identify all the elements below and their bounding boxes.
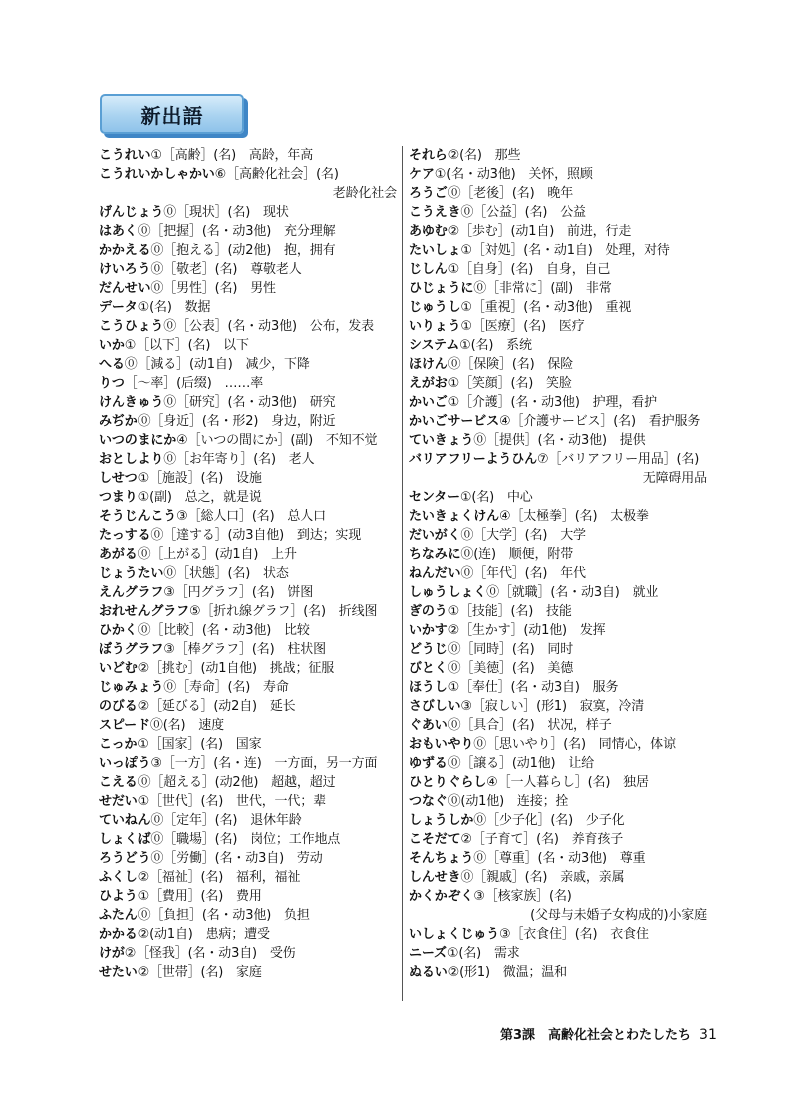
vocab-entry bbox=[99, 792, 397, 811]
vocab-definition: ⓪［把握］(名・动3他) 充分理解 bbox=[137, 224, 336, 239]
vocab-definition: ①［奉仕］(名・动3自) 服务 bbox=[447, 680, 619, 695]
vocab-entry bbox=[99, 621, 397, 640]
page-footer bbox=[500, 1024, 717, 1043]
vocab-reading: ていねん bbox=[99, 813, 151, 828]
vocab-definition: ①［高齢］(名) 高龄，年高 bbox=[150, 148, 314, 163]
vocab-reading: しょうしか bbox=[409, 813, 474, 828]
vocab-reading: おとしより bbox=[99, 452, 164, 467]
vocab-entry bbox=[99, 317, 397, 336]
vocab-reading: かくかぞく bbox=[409, 889, 474, 904]
vocab-definition: ③［棒グラフ］(名) 柱状图 bbox=[163, 642, 326, 657]
vocab-definition: ②［世帯］(名) 家庭 bbox=[137, 965, 262, 980]
vocab-entry bbox=[409, 469, 707, 488]
vocab-reading: システム bbox=[409, 338, 460, 353]
vocab-definition: 老龄化社会 bbox=[332, 186, 397, 201]
vocab-definition: ⓪［比較］(名・动3他) 比较 bbox=[137, 623, 310, 638]
vocab-entry bbox=[99, 602, 397, 621]
vocab-reading: こそだて bbox=[409, 832, 461, 847]
vocab-reading: ひかく bbox=[99, 623, 138, 638]
vocab-definition: ②［延びる］(动2自) 延长 bbox=[137, 699, 296, 714]
vocab-entry bbox=[409, 488, 707, 507]
vocab-definition: ①［笑顔］(名) 笑脸 bbox=[447, 376, 572, 391]
vocab-definition: ⓪［減る］(动1自) 减少，下降 bbox=[124, 357, 310, 372]
vocab-entry bbox=[99, 526, 397, 545]
vocab-definition: ⓪［美徳］(名) 美德 bbox=[447, 661, 574, 676]
vocab-entry bbox=[409, 241, 707, 260]
vocab-definition: ⓪［職場］(名) 岗位；工作地点 bbox=[150, 832, 341, 847]
vocab-reading: せだい bbox=[99, 794, 138, 809]
vocab-entry bbox=[99, 697, 397, 716]
vocab-entry bbox=[409, 678, 707, 697]
vocab-entry bbox=[409, 412, 707, 431]
vocab-entry bbox=[409, 697, 707, 716]
vocab-reading: けんきゅう bbox=[99, 395, 164, 410]
vocab-entry bbox=[409, 165, 707, 184]
vocab-definition: ①(名) 系统 bbox=[459, 338, 532, 353]
vocab-definition: 无障碍用品 bbox=[642, 471, 707, 486]
vocab-entry bbox=[409, 830, 707, 849]
vocab-reading: せたい bbox=[99, 965, 138, 980]
vocab-definition: ①(副) 总之，就是说 bbox=[137, 490, 262, 505]
vocab-definition: ①(名) 需求 bbox=[446, 946, 520, 961]
vocab-definition: ⓪［就職］(名・动3自) 就业 bbox=[486, 585, 659, 600]
vocab-reading: こうえき bbox=[409, 205, 461, 220]
vocab-definition: ③［円グラフ］(名) 饼图 bbox=[163, 585, 314, 600]
vocab-entry bbox=[99, 469, 397, 488]
vocab-definition: ⓪［定年］(名) 退休年龄 bbox=[150, 813, 302, 828]
vocab-definition: ⓪［年代］(名) 年代 bbox=[460, 566, 586, 581]
vocab-reading: いどむ bbox=[99, 661, 138, 676]
vocab-entry bbox=[409, 773, 707, 792]
vocab-reading: りつ bbox=[99, 376, 125, 391]
vocab-entry bbox=[409, 621, 707, 640]
vocab-column-right bbox=[409, 146, 707, 982]
vocab-definition: ⓪［非常に］(副) 非常 bbox=[473, 281, 612, 296]
vocab-definition: ②(名) 那些 bbox=[447, 148, 521, 163]
vocab-reading: スピード bbox=[99, 718, 150, 733]
vocab-entry bbox=[409, 450, 707, 469]
vocab-entry bbox=[99, 336, 397, 355]
vocab-reading: いしょくじゅう bbox=[409, 927, 499, 942]
vocab-entry bbox=[409, 279, 707, 298]
vocab-definition: ⓪［提供］(名・动3他) 提供 bbox=[473, 433, 646, 448]
vocab-entry bbox=[99, 830, 397, 849]
vocab-definition: ⓪［具合］(名) 状况，样子 bbox=[447, 718, 612, 733]
vocab-reading: えんグラフ bbox=[99, 585, 164, 600]
vocab-reading: ていきょう bbox=[409, 433, 474, 448]
vocab-entry bbox=[409, 526, 707, 545]
vocab-definition: ①［医療］(名) 医疗 bbox=[460, 319, 585, 334]
vocab-reading: おれせんグラフ bbox=[99, 604, 189, 619]
vocab-reading: ぬるい bbox=[409, 965, 448, 980]
vocab-definition: ⓪(动1他) 连接；拴 bbox=[447, 794, 569, 809]
vocab-definition: ⓪［同時］(名) 同时 bbox=[447, 642, 574, 657]
vocab-definition: ⓪［譲る］(动1他) 让给 bbox=[447, 756, 595, 771]
vocab-definition: ①(名) 中心 bbox=[459, 490, 533, 505]
vocab-entry bbox=[409, 659, 707, 678]
vocab-entry bbox=[99, 279, 397, 298]
vocab-entry bbox=[409, 222, 707, 241]
vocab-definition: ⑤［折れ線グラフ］(名) 折线图 bbox=[188, 604, 378, 619]
vocab-definition: ⓪［公表］(名・动3他) 公布，发表 bbox=[163, 319, 374, 334]
vocab-definition: ①(名・动3他) 关怀，照顾 bbox=[434, 167, 593, 182]
vocab-reading: えがお bbox=[409, 376, 448, 391]
vocab-definition: ⓪［男性］(名) 男性 bbox=[150, 281, 276, 296]
vocab-reading: だんせい bbox=[99, 281, 151, 296]
vocab-entry bbox=[409, 944, 707, 963]
vocab-entry bbox=[99, 735, 397, 754]
vocab-definition: ⓪［状態］(名) 状态 bbox=[163, 566, 289, 581]
vocab-entry bbox=[99, 222, 397, 241]
vocab-entry bbox=[99, 583, 397, 602]
vocab-reading: ひよう bbox=[99, 889, 138, 904]
vocab-entry bbox=[409, 298, 707, 317]
vocab-reading: ろうご bbox=[409, 186, 448, 201]
vocab-definition: ⑥［高齢化社会］(名) bbox=[214, 167, 339, 182]
vocab-entry bbox=[99, 659, 397, 678]
vocab-definition: ④［いつの間にか］(副) 不知不觉 bbox=[176, 433, 378, 448]
vocab-reading: いかす bbox=[409, 623, 448, 638]
vocab-reading: みぢか bbox=[99, 414, 138, 429]
vocab-reading: だいがく bbox=[409, 528, 461, 543]
vocab-definition: ③［一方］(名・连) 一方面，另一方面 bbox=[150, 756, 378, 771]
vocab-reading: こうひょう bbox=[99, 319, 164, 334]
vocab-entry bbox=[409, 545, 707, 564]
vocab-reading: じゅうし bbox=[409, 300, 461, 315]
vocab-reading: しょくば bbox=[99, 832, 151, 847]
vocab-reading: たいきょくけん bbox=[409, 509, 499, 524]
vocab-entry bbox=[409, 887, 707, 906]
vocab-reading: けが bbox=[99, 946, 125, 961]
vocab-entry bbox=[99, 564, 397, 583]
vocab-definition: ②［怪我］(名・动3自) 受伤 bbox=[124, 946, 296, 961]
vocab-entry bbox=[99, 868, 397, 887]
vocab-reading: ニーズ bbox=[409, 946, 447, 961]
vocab-definition: ④［介護サービス］(名) 看护服务 bbox=[498, 414, 701, 429]
vocab-definition: ③［寂しい］(形1) 寂寞，冷清 bbox=[460, 699, 645, 714]
vocab-definition: ④［一人暮らし］(名) 独居 bbox=[486, 775, 649, 790]
vocab-entry bbox=[409, 792, 707, 811]
vocab-definition: ①［介護］(名・动3他) 护理，看护 bbox=[447, 395, 657, 410]
vocab-entry bbox=[409, 583, 707, 602]
vocab-definition: ③［衣食住］(名) 衣食住 bbox=[498, 927, 649, 942]
lesson-title: 第3課 高齢化社会とわたしたち bbox=[500, 1028, 692, 1043]
vocab-definition: ①［国家］(名) 国家 bbox=[137, 737, 262, 752]
vocab-reading: しゅうしょく bbox=[409, 585, 487, 600]
vocab-entry bbox=[99, 887, 397, 906]
vocab-reading: かいごサービス bbox=[409, 414, 499, 429]
vocab-entry bbox=[409, 355, 707, 374]
column-divider bbox=[402, 146, 403, 1001]
vocab-reading: こえる bbox=[99, 775, 138, 790]
vocab-reading: いりょう bbox=[409, 319, 461, 334]
vocab-reading: ぐあい bbox=[409, 718, 448, 733]
vocab-definition: ⓪［負担］(名・动3他) 负担 bbox=[137, 908, 310, 923]
vocab-reading: データ bbox=[99, 300, 138, 315]
vocab-reading: バリアフリーようひん bbox=[409, 452, 537, 467]
vocab-definition: (父母与未婚子女构成的)小家庭 bbox=[530, 908, 707, 923]
vocab-reading: ふたん bbox=[99, 908, 138, 923]
vocab-entry bbox=[409, 716, 707, 735]
vocab-definition: ①(名) 数据 bbox=[137, 300, 211, 315]
vocab-definition: ⓪［研究］(名・动3他) 研究 bbox=[163, 395, 336, 410]
vocab-definition: ⓪［大学］(名) 大学 bbox=[460, 528, 586, 543]
vocab-definition: ⓪［公益］(名) 公益 bbox=[460, 205, 586, 220]
vocab-definition: ⓪［親戚］(名) 亲戚，亲属 bbox=[460, 870, 625, 885]
vocab-reading: こっか bbox=[99, 737, 138, 752]
vocab-definition: ①［費用］(名) 费用 bbox=[137, 889, 262, 904]
vocab-definition: ⓪［思いやり］(名) 同情心，体谅 bbox=[473, 737, 676, 752]
vocab-entry bbox=[99, 963, 397, 982]
vocab-definition: ⑦［バリアフリー用品］(名) bbox=[536, 452, 700, 467]
vocab-reading: しせつ bbox=[99, 471, 138, 486]
vocab-reading: たいしょ bbox=[409, 243, 461, 258]
vocab-reading: けいろう bbox=[99, 262, 151, 277]
vocab-definition: ⓪［寿命］(名) 寿命 bbox=[163, 680, 289, 695]
vocab-reading: ぼうグラフ bbox=[99, 642, 164, 657]
vocab-reading: ゆずる bbox=[409, 756, 448, 771]
vocab-reading: はあく bbox=[99, 224, 138, 239]
vocab-definition: ［～率］(后缀) ……率 bbox=[124, 376, 264, 391]
vocab-entry bbox=[409, 374, 707, 393]
vocab-entry bbox=[99, 716, 397, 735]
vocab-definition: ⓪［現状］(名) 现状 bbox=[163, 205, 289, 220]
vocab-entry bbox=[99, 393, 397, 412]
vocab-reading: かかえる bbox=[99, 243, 151, 258]
vocab-definition: ①［自身］(名) 自身，自己 bbox=[447, 262, 611, 277]
vocab-entry bbox=[99, 412, 397, 431]
vocab-reading: いつのまにか bbox=[99, 433, 177, 448]
vocab-definition: ⓪［超える］(动2他) 超越，超过 bbox=[137, 775, 336, 790]
vocab-entry bbox=[99, 773, 397, 792]
vocab-definition: ⓪［身近］(名・形2) 身边，附近 bbox=[137, 414, 336, 429]
vocab-reading: こうれい bbox=[99, 148, 151, 163]
section-title: 新出語 bbox=[100, 94, 244, 134]
vocab-entry bbox=[409, 754, 707, 773]
vocab-entry bbox=[99, 678, 397, 697]
vocab-reading: びとく bbox=[409, 661, 448, 676]
page-number: 31 bbox=[699, 1027, 717, 1043]
vocab-entry bbox=[99, 507, 397, 526]
vocab-definition: ③［核家族］(名) bbox=[473, 889, 572, 904]
vocab-entry bbox=[99, 906, 397, 925]
vocab-reading: ひじょうに bbox=[409, 281, 474, 296]
vocab-reading: かいご bbox=[409, 395, 448, 410]
vocab-entry bbox=[99, 811, 397, 830]
vocab-entry bbox=[409, 507, 707, 526]
vocab-reading: そうじんこう bbox=[99, 509, 177, 524]
vocab-reading: つなぐ bbox=[409, 794, 448, 809]
vocab-entry bbox=[409, 868, 707, 887]
vocab-definition: ②(动1自) 患病；遭受 bbox=[137, 927, 270, 942]
vocab-entry bbox=[409, 431, 707, 450]
vocab-reading: あがる bbox=[99, 547, 138, 562]
vocab-entry bbox=[409, 336, 707, 355]
vocab-reading: いか bbox=[99, 338, 125, 353]
vocab-reading: センター bbox=[409, 490, 460, 505]
vocab-entry bbox=[99, 450, 397, 469]
vocab-entry bbox=[99, 374, 397, 393]
vocab-reading: ねんだい bbox=[409, 566, 461, 581]
vocab-reading: あゆむ bbox=[409, 224, 448, 239]
vocab-reading: たっする bbox=[99, 528, 151, 543]
vocab-reading: ケア bbox=[409, 167, 435, 182]
vocab-definition: ①［世代］(名) 世代，一代；辈 bbox=[137, 794, 326, 809]
vocab-reading: そんちょう bbox=[409, 851, 474, 866]
vocab-reading: げんじょう bbox=[99, 205, 164, 220]
vocab-entry bbox=[99, 640, 397, 659]
vocab-entry bbox=[99, 545, 397, 564]
vocab-entry bbox=[99, 488, 397, 507]
vocab-entry bbox=[99, 431, 397, 450]
vocab-definition: ⓪［達する］(动3自他) 到达；实现 bbox=[150, 528, 362, 543]
vocab-reading: ぎのう bbox=[409, 604, 448, 619]
vocab-entry bbox=[409, 260, 707, 279]
vocab-definition: ①［重視］(名・动3他) 重视 bbox=[460, 300, 632, 315]
vocab-reading: しんせき bbox=[409, 870, 461, 885]
vocab-entry bbox=[409, 393, 707, 412]
vocab-column-left bbox=[99, 146, 397, 982]
vocab-definition: ①［施設］(名) 设施 bbox=[137, 471, 262, 486]
vocab-reading: じしん bbox=[409, 262, 448, 277]
vocab-definition: ②［生かす］(动1他) 发挥 bbox=[447, 623, 606, 638]
vocab-definition: ③［総人口］(名) 总人口 bbox=[176, 509, 326, 524]
vocab-entry bbox=[99, 355, 397, 374]
vocab-entry bbox=[409, 317, 707, 336]
vocab-entry bbox=[409, 602, 707, 621]
vocab-entry bbox=[409, 146, 707, 165]
vocab-definition: ②［子育て］(名) 养育孩子 bbox=[460, 832, 624, 847]
vocab-entry bbox=[99, 260, 397, 279]
vocab-entry bbox=[99, 754, 397, 773]
vocab-definition: ④［太極拳］(名) 太极拳 bbox=[498, 509, 649, 524]
vocab-reading: こうれいかしゃかい bbox=[99, 167, 215, 182]
vocab-definition: ⓪［少子化］(名) 少子化 bbox=[473, 813, 625, 828]
vocab-entry bbox=[99, 203, 397, 222]
vocab-reading: ほけん bbox=[409, 357, 448, 372]
vocab-definition: ⓪［抱える］(动2他) 抱，拥有 bbox=[150, 243, 336, 258]
vocab-reading: どうじ bbox=[409, 642, 448, 657]
vocab-entry bbox=[409, 925, 707, 944]
vocab-entry bbox=[409, 184, 707, 203]
vocab-entry bbox=[99, 298, 397, 317]
vocab-entry bbox=[409, 735, 707, 754]
vocab-reading: ろうどう bbox=[99, 851, 151, 866]
vocab-reading: じょうたい bbox=[99, 566, 164, 581]
vocab-entry bbox=[99, 944, 397, 963]
vocab-definition: ⓪［敬老］(名) 尊敬老人 bbox=[150, 262, 302, 277]
vocab-definition: ⓪［保険］(名) 保险 bbox=[447, 357, 574, 372]
vocab-definition: ⓪［尊重］(名・动3他) 尊重 bbox=[473, 851, 646, 866]
vocab-entry bbox=[409, 811, 707, 830]
vocab-reading: それら bbox=[409, 148, 448, 163]
vocab-definition: ⓪［上がる］(动1自) 上升 bbox=[137, 547, 297, 562]
vocab-definition: ①［以下］(名) 以下 bbox=[124, 338, 249, 353]
vocab-definition: ①［技能］(名) 技能 bbox=[447, 604, 572, 619]
vocab-entry bbox=[409, 640, 707, 659]
vocab-reading: いっぽう bbox=[99, 756, 151, 771]
vocab-definition: ②［福祉］(名) 福利，福祉 bbox=[137, 870, 301, 885]
vocab-reading: ひとりぐらし bbox=[409, 775, 487, 790]
vocab-entry bbox=[99, 146, 397, 165]
vocab-entry bbox=[99, 241, 397, 260]
vocab-definition: ⓪［お年寄り］(名) 老人 bbox=[163, 452, 315, 467]
vocab-entry bbox=[409, 203, 707, 222]
vocab-reading: ふくし bbox=[99, 870, 138, 885]
vocab-definition: ⓪(连) 顺便，附带 bbox=[460, 547, 574, 562]
vocab-reading: かかる bbox=[99, 927, 138, 942]
vocab-entry bbox=[99, 925, 397, 944]
vocab-reading: のびる bbox=[99, 699, 138, 714]
vocab-reading: じゅみょう bbox=[99, 680, 164, 695]
vocab-reading: ちなみに bbox=[409, 547, 461, 562]
vocab-entry bbox=[99, 165, 397, 184]
vocab-entry bbox=[409, 963, 707, 982]
vocab-entry bbox=[409, 906, 707, 925]
vocab-definition: ⓪［老後］(名) 晚年 bbox=[447, 186, 574, 201]
vocab-reading: ほうし bbox=[409, 680, 448, 695]
vocab-entry bbox=[99, 184, 397, 203]
vocab-entry bbox=[409, 564, 707, 583]
vocab-reading: へる bbox=[99, 357, 125, 372]
vocab-definition: ②(形1) 微温；温和 bbox=[447, 965, 567, 980]
vocab-definition: ⓪［労働］(名・动3自) 劳动 bbox=[150, 851, 323, 866]
vocab-entry bbox=[409, 849, 707, 868]
vocab-definition: ①［対処］(名・动1自) 处理，对待 bbox=[460, 243, 670, 258]
vocab-definition: ②［歩む］(动1自) 前进，行走 bbox=[447, 224, 632, 239]
vocab-definition: ②［挑む］(动1自他) 挑战；征服 bbox=[137, 661, 335, 676]
vocab-reading: おもいやり bbox=[409, 737, 474, 752]
vocab-definition: ⓪(名) 速度 bbox=[149, 718, 224, 733]
vocab-entry bbox=[99, 849, 397, 868]
vocab-reading: つまり bbox=[99, 490, 138, 505]
vocab-reading: さびしい bbox=[409, 699, 461, 714]
